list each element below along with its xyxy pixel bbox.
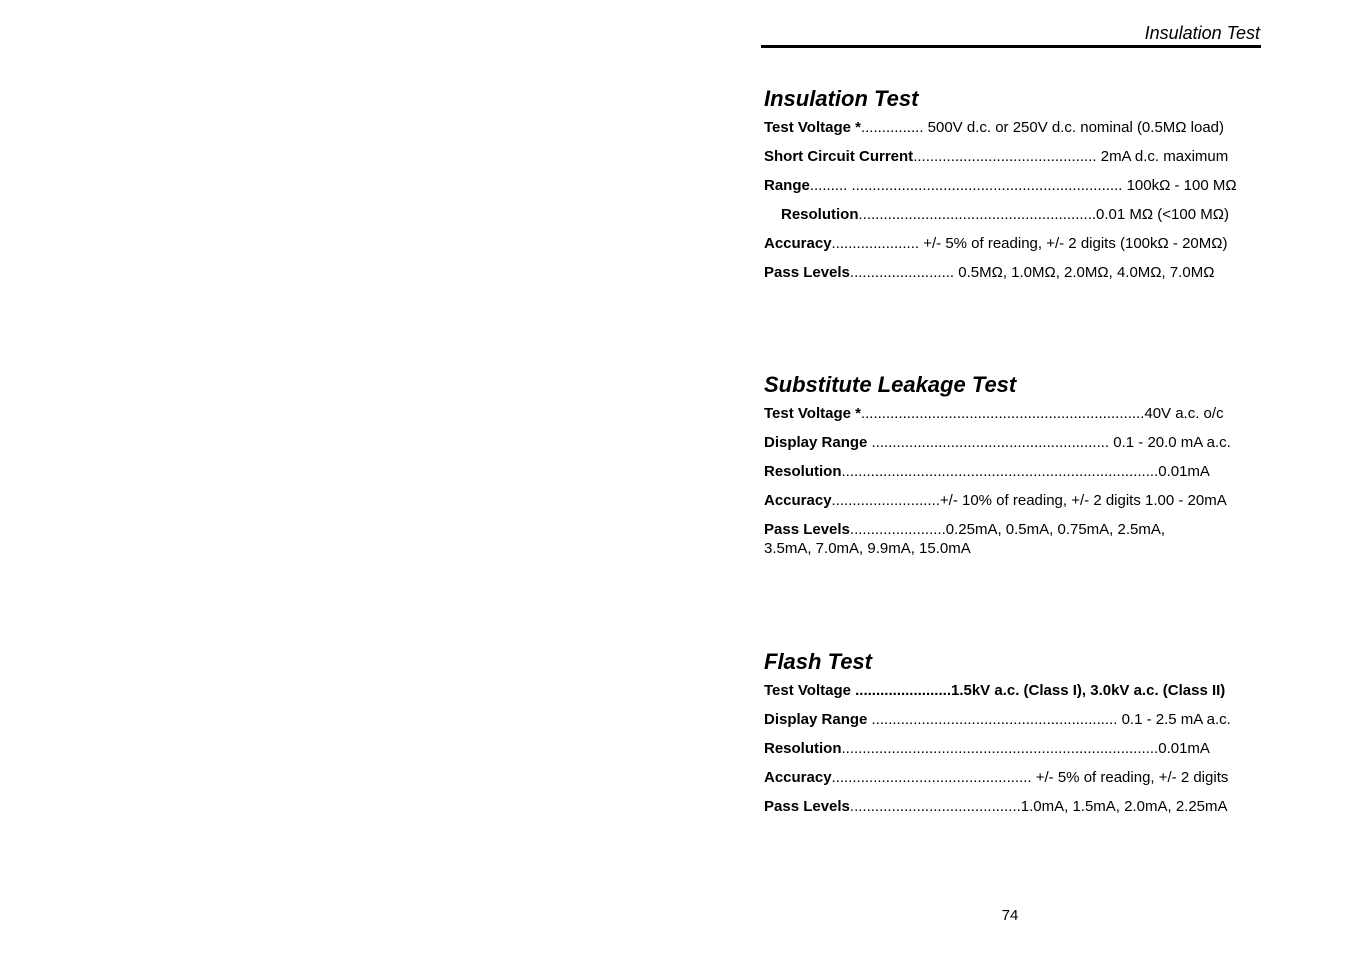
spec-value: ..................... +/- 5% of reading, +/- 2 digits (100kΩ - 20MΩ) (831, 235, 1228, 252)
spec-value: ............... 500V d.c. or 250V d.c. nominal (0.5MΩ load) (860, 119, 1225, 136)
spec-label: Range (764, 177, 810, 194)
spec-row-resolution (764, 205, 1264, 234)
running-header: Insulation Test (1144, 23, 1260, 43)
insulation-test-section (764, 86, 1264, 292)
spec-label: Resolution (781, 206, 859, 223)
spec-row-pass-levels (764, 263, 1264, 292)
spec-label: Display Range (764, 711, 868, 728)
section-title: Substitute Leakage Test (764, 372, 1017, 397)
spec-value: ..........................+/- 10% of reading, +/- 2 digits 1.00 - 20mA (831, 492, 1227, 509)
spec-value: .........................................1.0mA, 1.5mA, 2.0mA, 2.25mA (849, 798, 1228, 815)
spec-label: Test Voltage * (764, 405, 861, 422)
spec-value: ................................................ +/- 5% of reading, +/- 2 digits (831, 769, 1229, 786)
spec-label: Accuracy (764, 492, 832, 509)
spec-label: Pass Levels (764, 521, 850, 538)
spec-row-display-range (764, 710, 1264, 739)
spec-row-pass-levels (764, 797, 1264, 826)
spec-row-test-voltage: Test Voltage .......................1.5kV a.c. (Class I), 3.0kV a.c. (Class II) (764, 682, 1226, 699)
spec-label: Resolution (764, 740, 842, 757)
spec-label: Short Circuit Current (764, 148, 914, 165)
substitute-leakage-test-section (764, 372, 1264, 558)
spec-value: ............................................ 2mA d.c. maximum (913, 148, 1229, 165)
spec-row-accuracy (764, 234, 1264, 263)
spec-value: ........................................................... 0.1 - 2.5 mA a.c. (867, 711, 1231, 728)
spec-value: .......................0.25mA, 0.5mA, 0.75mA, 2.5mA, 3.5mA, 7.0mA, 9.9mA, 15.0mA (764, 521, 1166, 557)
spec-value: ....................................................................40V a.c. o/c (860, 405, 1224, 422)
spec-row-short-circuit-current (764, 147, 1264, 176)
spec-row-pass-levels (764, 520, 1204, 558)
spec-label: Accuracy (764, 235, 832, 252)
spec-row-range (764, 176, 1264, 205)
spec-row-display-range (764, 433, 1264, 462)
spec-label: Test Voltage * (764, 119, 861, 136)
section-title: Insulation Test (764, 86, 919, 111)
spec-label: Display Range (764, 434, 868, 451)
spec-value: ......................................................... 0.1 - 20.0 mA a.c. (867, 434, 1231, 451)
spec-value: ............................................................................0.01mA (841, 740, 1210, 757)
spec-row-accuracy (764, 491, 1264, 520)
spec-label: Resolution (764, 463, 842, 480)
spec-row-resolution (764, 462, 1264, 491)
spec-row-test-voltage (764, 118, 1264, 147)
spec-row-resolution (764, 739, 1264, 768)
spec-row-test-voltage (764, 404, 1264, 433)
header-rule (761, 45, 1261, 48)
spec-label: Pass Levels (764, 798, 850, 815)
spec-row-accuracy (764, 768, 1264, 797)
spec-value: ............................................................................0.01mA (841, 463, 1210, 480)
flash-test-section (764, 649, 1264, 826)
spec-value: ......................... 0.5MΩ, 1.0MΩ, 2.0MΩ, 4.0MΩ, 7.0MΩ (849, 264, 1215, 281)
spec-label: Accuracy (764, 769, 832, 786)
spec-value: ......... ................................................................. 100kΩ - 100 MΩ (809, 177, 1237, 194)
spec-value: .........................................................0.01 MΩ (<100 MΩ) (858, 206, 1229, 223)
page-number: 74 (1001, 907, 1019, 924)
section-title: Flash Test (764, 649, 872, 674)
spec-label: Pass Levels (764, 264, 850, 281)
